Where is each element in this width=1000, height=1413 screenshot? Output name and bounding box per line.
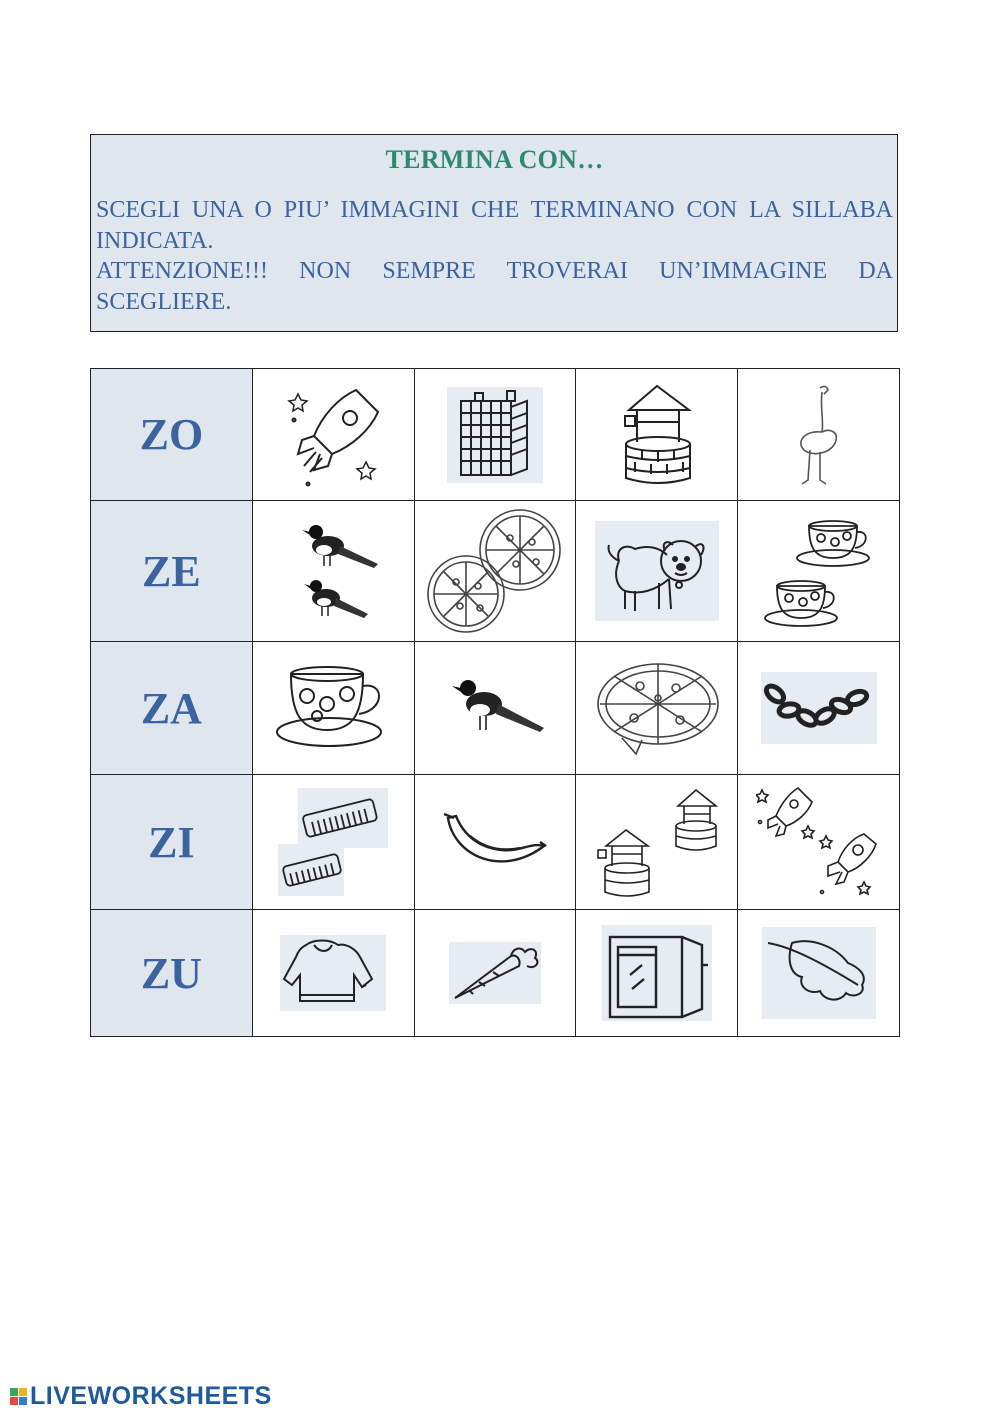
building-icon xyxy=(447,387,543,483)
magpies-icon xyxy=(278,516,388,626)
picture-cell[interactable] xyxy=(738,501,900,642)
picture-cell[interactable] xyxy=(252,775,414,910)
syllable-grid xyxy=(90,368,900,1037)
picture-cell[interactable] xyxy=(252,910,414,1037)
syllable-cell xyxy=(91,369,253,501)
syllable-label: ZE xyxy=(142,546,201,596)
banana-icon xyxy=(440,802,550,882)
syllable-label: ZO xyxy=(139,410,204,459)
picture-cell[interactable] xyxy=(414,775,576,910)
picture-cell[interactable] xyxy=(738,642,900,775)
dog-icon xyxy=(595,521,719,621)
picture-cell[interactable] xyxy=(414,642,576,775)
picture-cell[interactable] xyxy=(576,775,738,910)
warning-text: ATTENZIONE!!! NON SEMPRE TROVERAI UN’IMMAGINE DA SCEGLIERE. xyxy=(96,258,893,315)
row-ze xyxy=(91,501,900,642)
picture-cell[interactable] xyxy=(252,501,414,642)
instructions-box xyxy=(90,134,898,332)
cups-icon xyxy=(761,508,877,634)
leaf-icon xyxy=(762,927,876,1019)
pizzas-icon xyxy=(420,508,570,634)
syllable-cell xyxy=(91,910,253,1037)
picture-cell[interactable] xyxy=(576,642,738,775)
picture-cell[interactable] xyxy=(738,775,900,910)
carrot-icon xyxy=(449,942,541,1004)
picture-cell[interactable] xyxy=(576,910,738,1037)
picture-cell[interactable] xyxy=(576,369,738,501)
worksheet-title: TERMINA CON… xyxy=(385,145,604,174)
syllable-label: ZU xyxy=(140,948,202,998)
row-zo xyxy=(91,369,900,501)
picture-cell[interactable] xyxy=(252,642,414,775)
picture-cell[interactable] xyxy=(738,910,900,1037)
chain-icon xyxy=(761,672,877,744)
sweater-icon xyxy=(280,935,386,1011)
picture-cell[interactable] xyxy=(414,501,576,642)
footer-branding xyxy=(10,1382,272,1411)
picture-cell[interactable] xyxy=(414,369,576,501)
combs-icon xyxy=(278,788,388,896)
rockets-icon xyxy=(756,782,882,902)
row-za xyxy=(91,642,900,775)
syllable-cell xyxy=(91,501,253,642)
magpie-icon xyxy=(440,668,550,748)
syllable-cell xyxy=(91,642,253,775)
brand-name: LIVEWORKSHEETS xyxy=(30,1382,272,1410)
wells-icon xyxy=(594,784,720,900)
row-zu xyxy=(91,910,900,1037)
instructions-text: SCEGLI UNA O PIU’ IMMAGINI CHE TERMINANO CON LA SILLABA INDICATA. xyxy=(96,197,893,254)
syllable-cell xyxy=(91,775,253,910)
well-icon xyxy=(607,380,707,490)
picture-cell[interactable] xyxy=(414,910,576,1037)
syllable-label: ZI xyxy=(148,817,195,867)
row-zi xyxy=(91,775,900,910)
pizza-icon xyxy=(592,658,722,758)
liveworksheets-logo-icon xyxy=(10,1388,27,1405)
picture-cell[interactable] xyxy=(576,501,738,642)
rocket-icon xyxy=(278,380,388,490)
picture-cell[interactable] xyxy=(252,369,414,501)
window-icon xyxy=(602,925,712,1021)
ostrich-icon xyxy=(784,380,854,490)
cup-icon xyxy=(273,658,393,758)
picture-cell[interactable] xyxy=(738,369,900,501)
syllable-label: ZA xyxy=(140,683,202,733)
